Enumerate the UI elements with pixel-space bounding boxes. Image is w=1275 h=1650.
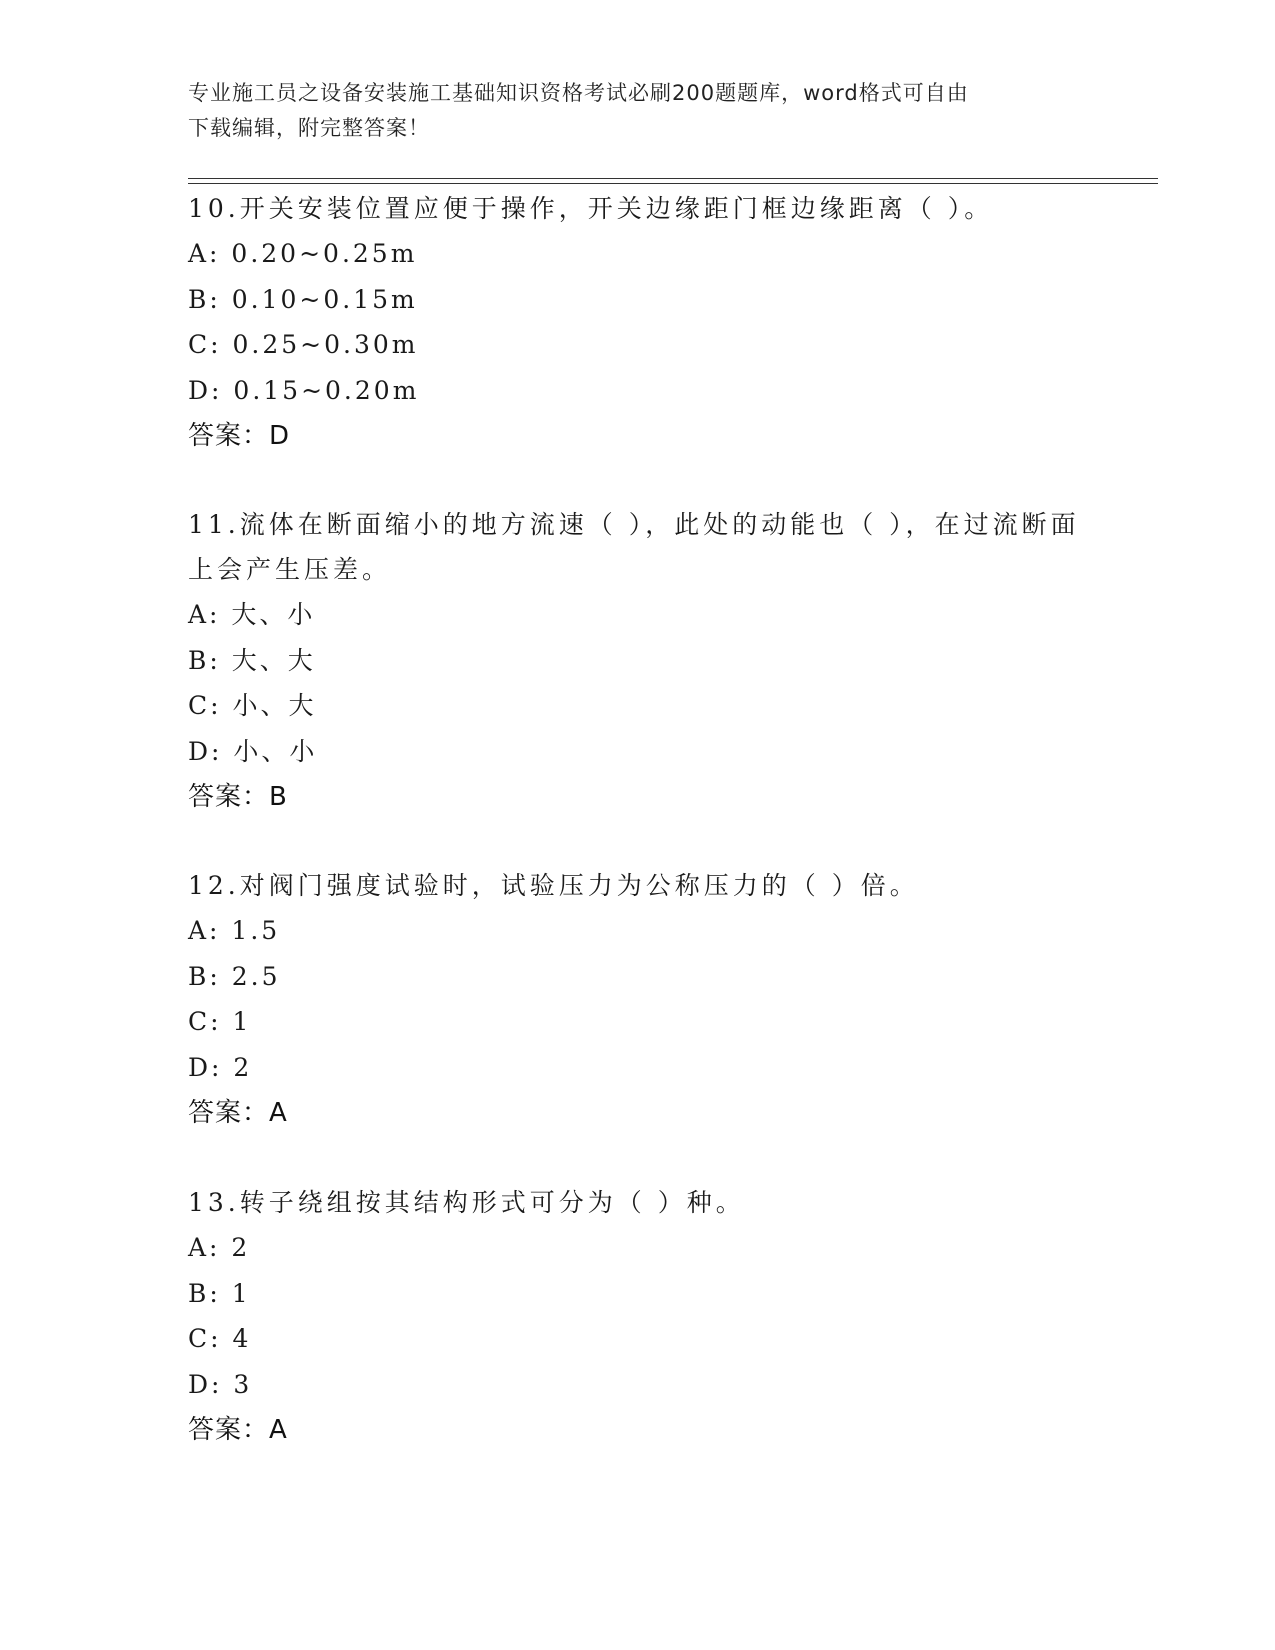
option-b: B: 2.5: [188, 961, 281, 991]
answer: 答案：D: [188, 421, 291, 451]
question-stem: 13.转子绕组按其结构形式可分为（ ）种。: [188, 1188, 745, 1217]
option-c: C: 1: [188, 1007, 252, 1036]
option-a: A: 0.20~0.25m: [188, 239, 418, 268]
header-title-line-2: 下载编辑，附完整答案！: [188, 116, 430, 140]
question-stem: 11.流体在断面缩小的地方流速（ ），此处的动能也（ ），在过流断面上会产生压差。: [188, 510, 1080, 584]
option-a: A: 大、小: [188, 600, 316, 629]
question-11: [188, 502, 1088, 820]
answer: 答案：A: [188, 1098, 288, 1128]
option-d: D: 2: [188, 1052, 253, 1082]
header-divider-top: [188, 178, 1158, 179]
option-c: C: 4: [188, 1324, 252, 1353]
option-c: C: 小、大: [188, 691, 317, 720]
question-13: [188, 1180, 1088, 1453]
question-stem: 10.开关安装位置应便于操作，开关边缘距门框边缘距离（ ）。: [188, 194, 994, 223]
header-divider-bottom: [188, 183, 1158, 184]
option-d: D: 0.15~0.20m: [188, 375, 420, 405]
option-b: B: 1: [188, 1278, 251, 1308]
option-a: A: 1.5: [188, 916, 281, 945]
option-d: D: 3: [188, 1369, 253, 1399]
header-title-line-1: 专业施工员之设备安装施工基础知识资格考试必刷200题题库，word格式可自由: [188, 81, 969, 105]
question-12: [188, 863, 1088, 1136]
option-a: A: 2: [188, 1233, 251, 1262]
question-stem: 12.对阀门强度试验时，试验压力为公称压力的（ ）倍。: [188, 871, 919, 900]
option-b: B: 大、大: [188, 645, 316, 675]
option-c: C: 0.25~0.30m: [188, 330, 419, 359]
answer: 答案：B: [188, 782, 288, 812]
question-10: [188, 186, 1088, 459]
document-header: [188, 76, 1088, 146]
answer: 答案：A: [188, 1415, 288, 1445]
option-b: B: 0.10~0.15m: [188, 284, 418, 314]
option-d: D: 小、小: [188, 736, 318, 766]
